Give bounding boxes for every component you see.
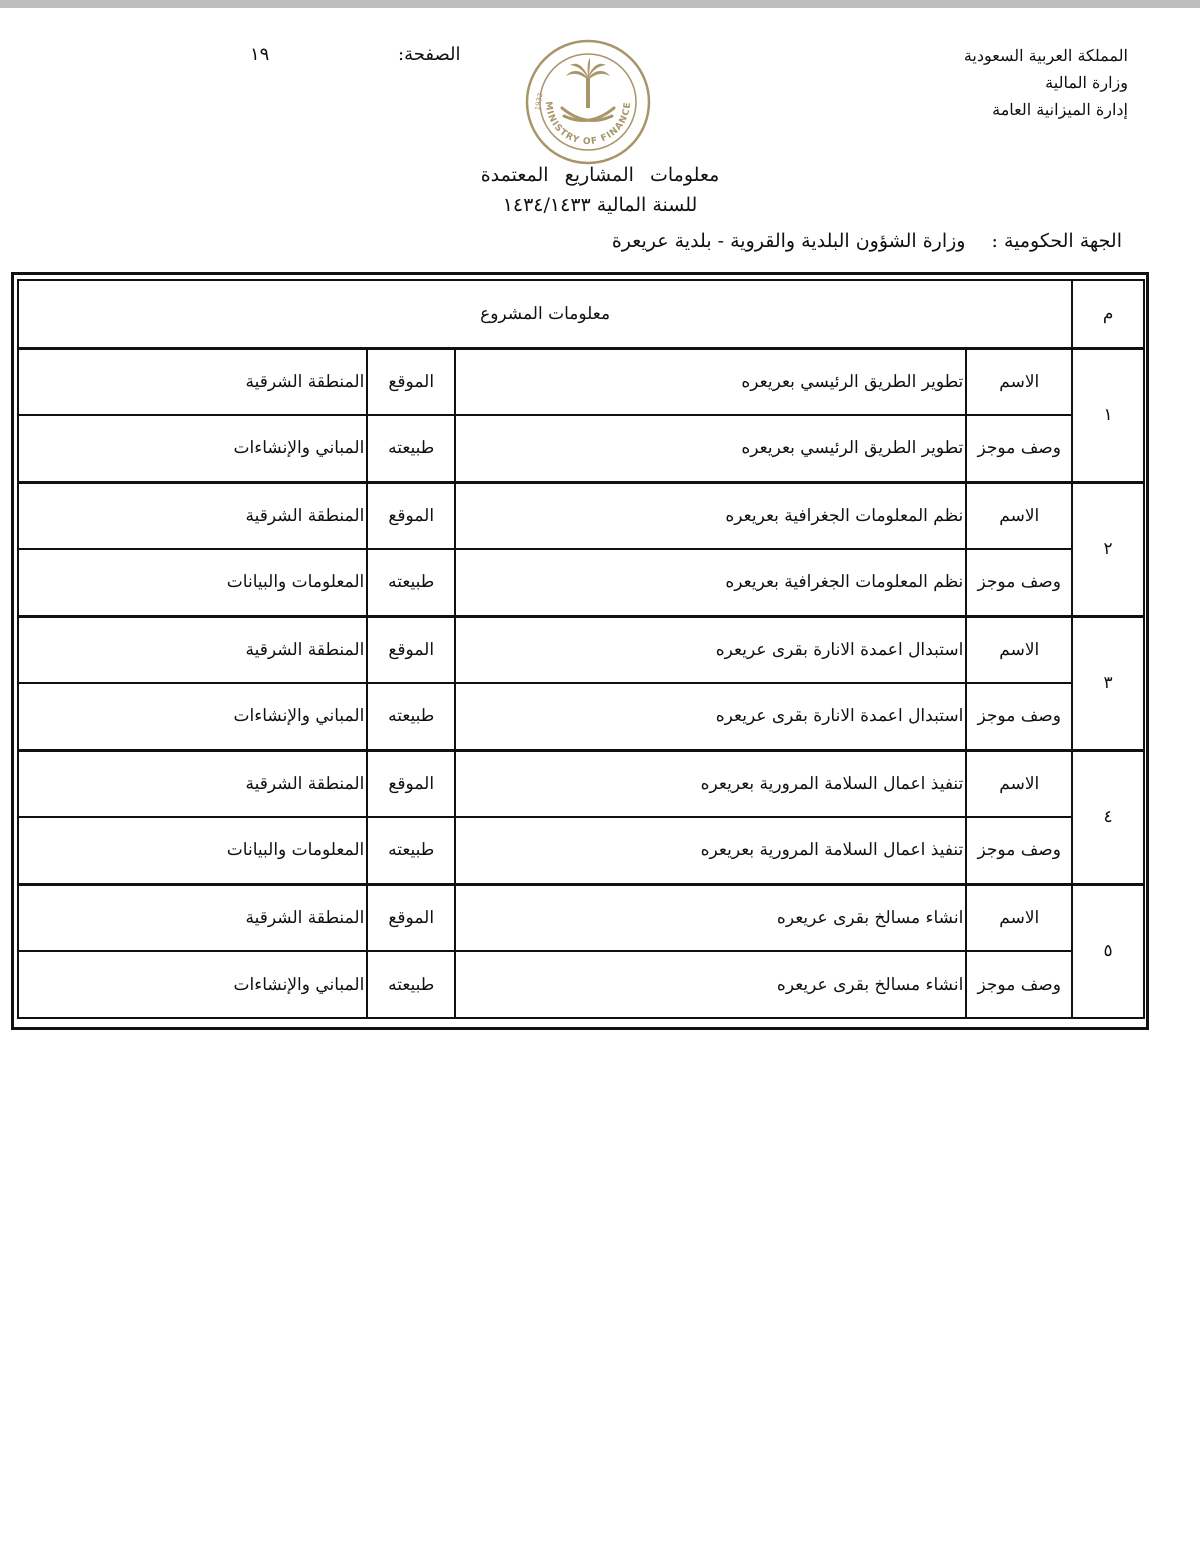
project-location: المنطقة الشرقية <box>18 884 367 951</box>
table-row <box>18 482 1144 549</box>
projects-table <box>17 279 1145 1019</box>
nature-label: طبيعته <box>367 549 455 616</box>
issuer-country: المملكة العربية السعودية <box>963 46 1128 65</box>
table-row <box>18 951 1144 1018</box>
project-description: تنفيذ اعمال السلامة المرورية بعريعره <box>455 817 966 884</box>
project-nature: المباني والإنشاءات <box>18 683 367 750</box>
issuer-block <box>808 42 1128 123</box>
project-nature: المعلومات والبيانات <box>18 817 367 884</box>
description-label: وصف موجز <box>966 549 1072 616</box>
nature-label: طبيعته <box>367 415 455 482</box>
project-name: تطوير الطريق الرئيسي بعريعره <box>455 348 966 415</box>
table-row <box>18 817 1144 884</box>
column-number-header: م <box>1072 280 1144 348</box>
table-row <box>18 415 1144 482</box>
seal-text: MINISTRY OF FINANCE <box>542 100 634 148</box>
location-label: الموقع <box>367 750 455 817</box>
government-entity-row <box>612 230 1122 252</box>
fiscal-year: للسنة المالية ١٤٣٤/١٤٣٣ <box>502 194 698 216</box>
description-label: وصف موجز <box>966 817 1072 884</box>
page-label: الصفحة: <box>398 44 461 65</box>
project-name: نظم المعلومات الجغرافية بعريعره <box>455 482 966 549</box>
location-label: الموقع <box>367 482 455 549</box>
top-grey-bar <box>0 0 1200 8</box>
column-info-header: معلومات المشروع <box>18 280 1072 348</box>
project-nature: المباني والإنشاءات <box>18 415 367 482</box>
project-description: تطوير الطريق الرئيسي بعريعره <box>455 415 966 482</box>
government-entity-value: وزارة الشؤون البلدية والقروية - بلدية عريعرة <box>611 230 966 252</box>
seal-year: 1932 <box>533 92 545 112</box>
description-label: وصف موجز <box>966 415 1072 482</box>
project-description: استبدال اعمدة الانارة بقرى عريعره <box>455 683 966 750</box>
nature-label: طبيعته <box>367 817 455 884</box>
ministry-seal-icon <box>524 38 652 166</box>
nature-label: طبيعته <box>367 683 455 750</box>
document-title: معلومات المشاريع المعتمدة <box>480 164 720 186</box>
nature-label: طبيعته <box>367 951 455 1018</box>
table-row <box>18 884 1144 951</box>
project-name: استبدال اعمدة الانارة بقرى عريعره <box>455 616 966 683</box>
issuer-department: إدارة الميزانية العامة <box>992 100 1128 119</box>
name-label: الاسم <box>966 348 1072 415</box>
project-nature: المباني والإنشاءات <box>18 951 367 1018</box>
project-description: نظم المعلومات الجغرافية بعريعره <box>455 549 966 616</box>
project-name: انشاء مسالخ بقرى عريعره <box>455 884 966 951</box>
project-number: ١ <box>1072 348 1144 482</box>
palm-tree-icon <box>566 58 610 108</box>
location-label: الموقع <box>367 884 455 951</box>
name-label: الاسم <box>966 482 1072 549</box>
location-label: الموقع <box>367 616 455 683</box>
location-label: الموقع <box>367 348 455 415</box>
project-location: المنطقة الشرقية <box>18 348 367 415</box>
project-location: المنطقة الشرقية <box>18 750 367 817</box>
table-row <box>18 549 1144 616</box>
name-label: الاسم <box>966 616 1072 683</box>
table-header-row <box>18 280 1144 348</box>
name-label: الاسم <box>966 884 1072 951</box>
table-row <box>18 616 1144 683</box>
project-number: ٥ <box>1072 884 1144 1018</box>
project-location: المنطقة الشرقية <box>18 482 367 549</box>
project-description: انشاء مسالخ بقرى عريعره <box>455 951 966 1018</box>
government-entity-label: الجهة الحكومية : <box>991 230 1122 252</box>
project-number: ٤ <box>1072 750 1144 884</box>
table-row <box>18 348 1144 415</box>
crossed-swords-icon <box>562 108 614 121</box>
project-nature: المعلومات والبيانات <box>18 549 367 616</box>
project-number: ٣ <box>1072 616 1144 750</box>
project-name: تنفيذ اعمال السلامة المرورية بعريعره <box>455 750 966 817</box>
name-label: الاسم <box>966 750 1072 817</box>
page-number: ١٩ <box>250 44 270 65</box>
issuer-ministry: وزارة المالية <box>1045 73 1128 92</box>
description-label: وصف موجز <box>966 951 1072 1018</box>
project-number: ٢ <box>1072 482 1144 616</box>
project-location: المنطقة الشرقية <box>18 616 367 683</box>
description-label: وصف موجز <box>966 683 1072 750</box>
table-row <box>18 683 1144 750</box>
table-row <box>18 750 1144 817</box>
